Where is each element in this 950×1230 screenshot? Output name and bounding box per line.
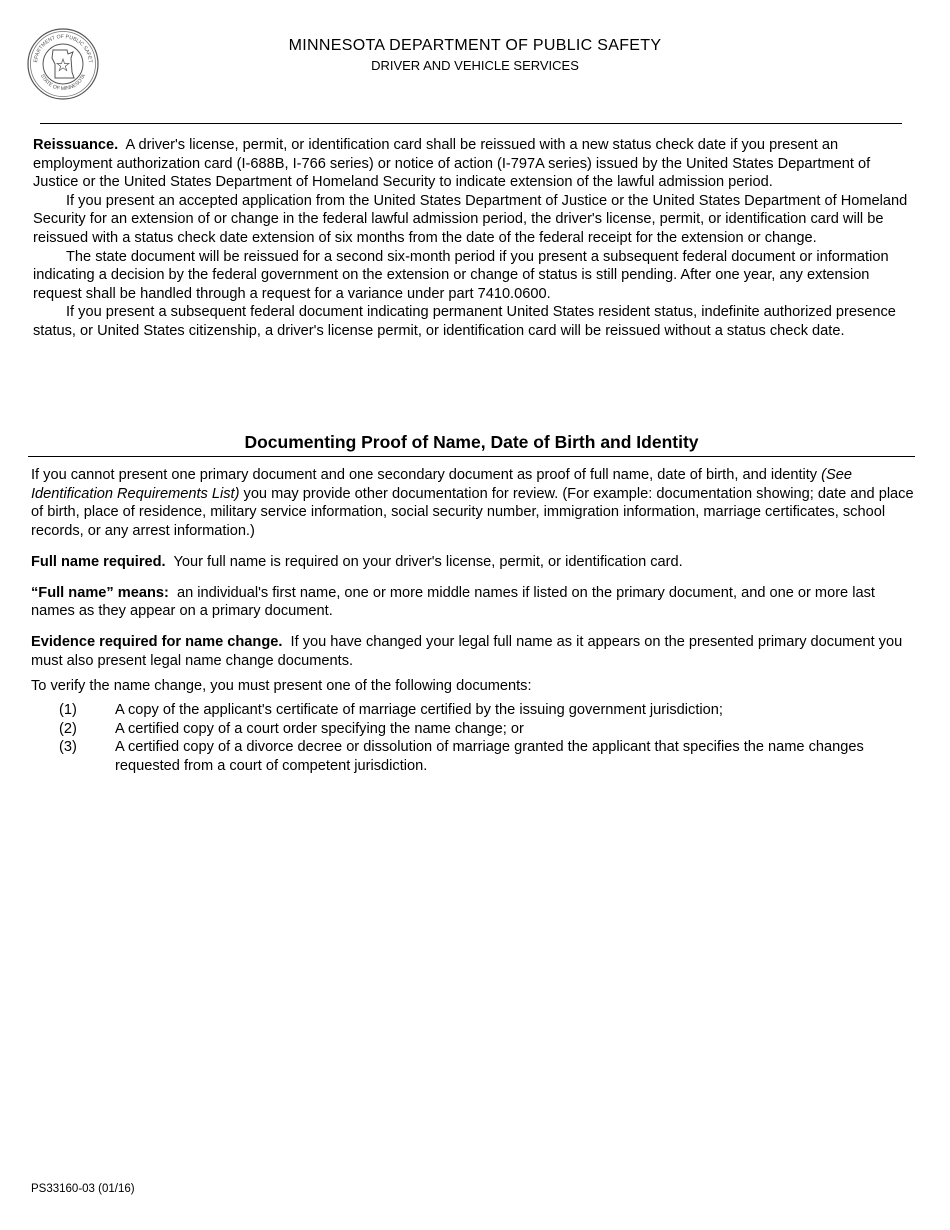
list-item-number: (2)	[59, 720, 77, 737]
id-requirements-reference: (See Identification Requirements List)	[31, 467, 852, 502]
intro-text-continued: you may provide other documentation for review. (For example: documentation showing; date and place of birth, place of residence, military service information, social security number, immigration information, marriage certificates, school records, or any arrest information.)	[31, 485, 914, 539]
page-header	[0, 37, 950, 74]
full-name-means-paragraph	[31, 584, 915, 621]
section-title: Documenting Proof of Name, Date of Birth and Identity	[244, 432, 699, 452]
list-item-text: A certified copy of a divorce decree or dissolution of marriage granted the applicant that specifies the name changes requested from a court of competent jurisdiction.	[115, 739, 864, 774]
name-change-documents-list	[31, 701, 915, 775]
verify-instructions: To verify the name change, you must present one of the following documents:	[31, 677, 532, 694]
full-name-required-text: Your full name is required on your driver's license, permit, or identification card.	[173, 553, 683, 570]
reissuance-paragraph-2: If you present an accepted application from the United States Department of Justice or the United States Department of Homeland Security for an extension of or change in the federal lawful admission period, the driver's license, permit, or identification card will be reissued with a status check date extension of six months from the date of the federal receipt for the extension or change.	[33, 192, 908, 246]
section-divider	[28, 456, 915, 457]
proof-section	[31, 466, 915, 775]
list-item-number: (3)	[59, 739, 77, 756]
intro-paragraph	[31, 466, 915, 540]
list-item	[31, 720, 915, 739]
header-divider	[40, 123, 902, 124]
list-item	[31, 701, 915, 720]
form-number: PS33160-03 (01/16)	[31, 1183, 135, 1195]
seal-top-text: EPARTMENT OF PUBLIC SAFET	[33, 33, 94, 64]
agency-name: MINNESOTA DEPARTMENT OF PUBLIC SAFETY	[288, 37, 662, 54]
reissuance-paragraph-1	[33, 136, 913, 192]
list-item-number: (1)	[59, 702, 77, 719]
full-name-means-label: “Full name” means:	[31, 584, 169, 601]
seal-bottom-text: STATE OF MINNESOTA	[38, 73, 88, 93]
reissuance-section	[33, 136, 913, 341]
full-name-required-paragraph	[31, 553, 915, 572]
list-item	[31, 738, 915, 775]
evidence-paragraph	[31, 633, 915, 670]
agency-division: DRIVER AND VEHICLE SERVICES	[371, 58, 579, 73]
list-item-text: A copy of the applicant's certificate of marriage certified by the issuing government jurisdiction;	[115, 702, 723, 719]
full-name-means-text: an individual's first name, one or more middle names if listed on the primary document, and one or more last names as they appear on a primary document.	[31, 584, 875, 620]
reissuance-paragraph-3: The state document will be reissued for a second six-month period if you present a subsequent federal document or information indicating a decision by the federal government on the extension or change of status is still pending. After one year, any extension request shall be handled through a request for a variance under part 7410.0600.	[33, 248, 889, 302]
list-item-text: A certified copy of a court order specifying the name change; or	[115, 720, 524, 737]
intro-text: If you cannot present one primary document and one secondary document as proof of full name, date of birth, and identity	[31, 467, 822, 483]
evidence-text: If you have changed your legal full name as it appears on the presented primary document you must also present legal name change documents.	[31, 634, 903, 669]
evidence-label: Evidence required for name change.	[31, 634, 283, 651]
reissuance-text-1: A driver's license, permit, or identification card shall be reissued with a new status check date if you present an employment authorization card (I-688B, I-766 series) or notice of action (I-797A series) issued by the United States Department of Justice or the United States Department of Homeland Security to indicate extension of the lawful admission period.	[33, 137, 871, 191]
full-name-required-label: Full name required.	[31, 553, 166, 570]
reissuance-paragraph-4: If you present a subsequent federal document indicating permanent United States resident status, indefinite authorized presence status, or United States citizenship, a driver's license permit, or identification card will be reissued without a status check date.	[33, 304, 896, 339]
reissuance-title: Reissuance.	[33, 137, 119, 153]
